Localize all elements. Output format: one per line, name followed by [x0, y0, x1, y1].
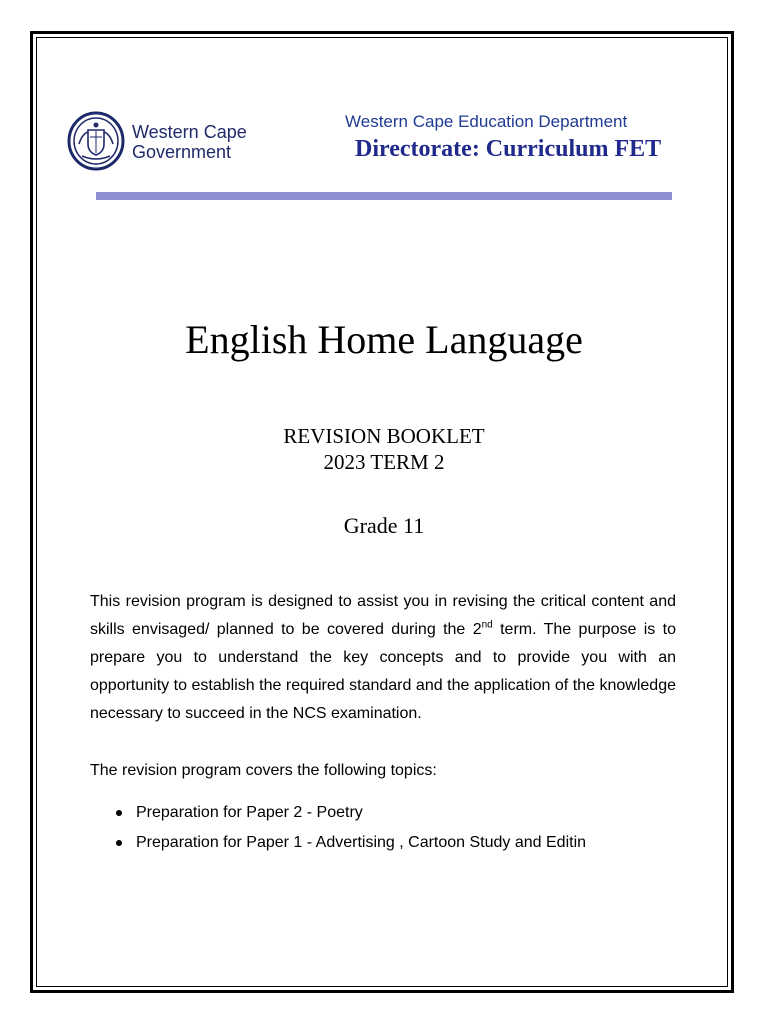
western-cape-government-logo: [66, 110, 266, 172]
topic-label: Preparation for Paper 1 - Advertising , Cartoon Study and Editin: [136, 834, 587, 851]
bullet-icon: [116, 810, 122, 816]
topic-label: Preparation for Paper 2 - Poetry: [136, 804, 363, 821]
grade-label: Grade 11: [343, 513, 425, 538]
document-term: 2023 TERM 2: [323, 450, 445, 474]
intro-superscript: nd: [481, 619, 493, 631]
document-title: English Home Language: [185, 317, 583, 362]
bullet-icon: [116, 840, 122, 846]
list-item: [90, 828, 586, 858]
logo-text-line2: Government: [132, 142, 232, 162]
directorate-name: Directorate: Curriculum FET: [355, 136, 662, 162]
topics-intro: The revision program covers the following topics:: [90, 762, 437, 779]
department-name: Western Cape Education Department: [345, 112, 628, 131]
document-subtitle: REVISION BOOKLET: [283, 424, 485, 448]
coat-of-arms-icon: [66, 110, 126, 172]
intro-paragraph: [90, 588, 676, 728]
intro-text-part1: This revision program is designed to assist you in revising the critical content and skills envisaged/ planned to be covered during the 2: [90, 593, 676, 638]
logo-text-line1: Western Cape: [132, 122, 247, 142]
header-divider: [96, 192, 672, 200]
list-item: [90, 798, 586, 828]
topics-list: [90, 798, 586, 858]
intro-text-part2: term. The purpose is to prepare you to understand the key concepts and to provide you with an opportunity to establish the required standard and the application of the knowledge necessary to succeed in the NCS examination.: [90, 621, 677, 722]
